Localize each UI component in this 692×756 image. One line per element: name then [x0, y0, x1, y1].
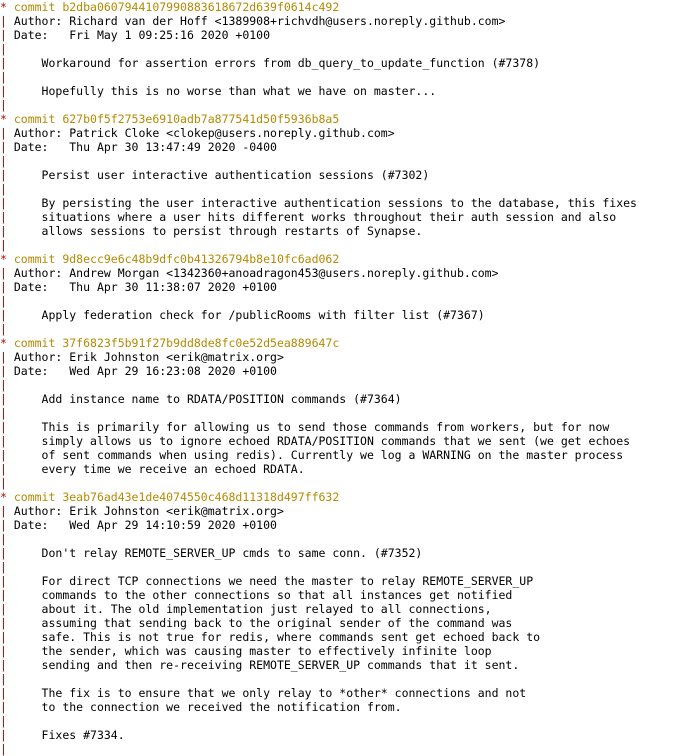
- log-text: By persisting the user interactive authentication sessions to the database, this fixes: [6, 196, 637, 210]
- commit-message-line: [0, 728, 692, 742]
- log-text: [7, 714, 14, 728]
- commit-hash-text: commit 9d8ecc9e6c48b9dfc0b41326794b8e10fc6ad062: [6, 252, 340, 266]
- graph-branch-pipe: |: [0, 574, 7, 588]
- log-text: Don't relay REMOTE_SERVER_UP cmds to same conn. (#7352): [6, 546, 423, 560]
- commit-message-line: [0, 700, 692, 714]
- log-text: Fixes #7334.: [6, 728, 125, 742]
- log-text: Hopefully this is no worse than what we have on master...: [6, 84, 437, 98]
- log-text: simply allows us to ignore echoed RDATA/POSITION commands that we sent (we get echoes: [6, 434, 631, 448]
- commit-message-line: [0, 574, 692, 588]
- graph-branch-pipe: |: [0, 266, 7, 280]
- commit-hash-text: commit 37f6823f5b91f27b9dd8de8fc0e52d5ea889647c: [6, 336, 340, 350]
- graph-commit-star: *: [0, 490, 7, 504]
- graph-branch-pipe: |: [0, 126, 7, 140]
- commit-author-line: [0, 266, 692, 280]
- log-text: Persist user interactive authentication sessions (#7302): [6, 168, 430, 182]
- blank-line: [0, 532, 692, 546]
- blank-line: [0, 378, 692, 392]
- blank-line: [0, 42, 692, 56]
- log-text: Add instance name to RDATA/POSITION commands (#7364): [6, 392, 402, 406]
- graph-branch-pipe: |: [0, 56, 7, 70]
- commit-message-line: [0, 210, 692, 224]
- graph-branch-pipe: |: [0, 714, 7, 728]
- blank-line: [0, 406, 692, 420]
- commit-message-line: [0, 616, 692, 630]
- graph-branch-pipe: |: [0, 644, 7, 658]
- log-text: [7, 560, 14, 574]
- commit-message-line: [0, 420, 692, 434]
- log-text: sending and then re-receiving REMOTE_SERVER_UP commands that it sent.: [6, 658, 520, 672]
- log-text: The fix is to ensure that we only relay to *other* connections and not: [6, 686, 527, 700]
- graph-branch-pipe: |: [0, 84, 7, 98]
- graph-branch-pipe: |: [0, 238, 7, 252]
- log-text: Date: Wed Apr 29 14:10:59 2020 +0100: [6, 518, 277, 532]
- commit-message-line: [0, 658, 692, 672]
- graph-branch-pipe: |: [0, 322, 7, 336]
- log-text: assuming that sending back to the original sender of the command was: [6, 616, 513, 630]
- graph-branch-pipe: |: [0, 210, 7, 224]
- log-text: situations where a user hits different works throughout their auth session and also: [6, 210, 617, 224]
- commit-message-line: [0, 434, 692, 448]
- log-text: [7, 476, 14, 490]
- graph-branch-pipe: |: [0, 560, 7, 574]
- graph-branch-pipe: |: [0, 378, 7, 392]
- graph-branch-pipe: |: [0, 434, 7, 448]
- log-text: [7, 294, 14, 308]
- commit-message-line: [0, 630, 692, 644]
- graph-branch-pipe: |: [0, 504, 7, 518]
- commit-message-line: [0, 602, 692, 616]
- commit-message-line: [0, 196, 692, 210]
- graph-branch-pipe: |: [0, 168, 7, 182]
- blank-line: [0, 238, 692, 252]
- log-text: Apply federation check for /publicRooms with filter list (#7367): [6, 308, 485, 322]
- blank-line: [0, 182, 692, 196]
- log-text: [7, 238, 14, 252]
- graph-branch-pipe: |: [0, 462, 7, 476]
- commit-message-line: [0, 392, 692, 406]
- commit-hash-text: commit b2dba0607944107990883618672d639f0614c492: [6, 0, 340, 14]
- blank-line: [0, 476, 692, 490]
- log-text: [7, 406, 14, 420]
- commit-hash-line: [0, 336, 692, 350]
- graph-branch-pipe: |: [0, 700, 7, 714]
- graph-commit-star: *: [0, 112, 7, 126]
- graph-branch-pipe: |: [0, 630, 7, 644]
- graph-branch-pipe: |: [0, 602, 7, 616]
- graph-branch-pipe: |: [0, 280, 7, 294]
- graph-branch-pipe: |: [0, 98, 7, 112]
- log-text: [7, 42, 14, 56]
- log-text: Date: Thu Apr 30 13:47:49 2020 -0400: [6, 140, 277, 154]
- log-text: about it. The old implementation just relayed to all connections,: [6, 602, 492, 616]
- log-text: [7, 322, 14, 336]
- commit-hash-line: [0, 0, 692, 14]
- graph-branch-pipe: |: [0, 406, 7, 420]
- graph-branch-pipe: |: [0, 742, 7, 756]
- commit-date-line: [0, 28, 692, 42]
- commit-hash-text: commit 627b0f5f2753e6910adb7a877541d50f5936b8a5: [6, 112, 340, 126]
- log-text: Author: Erik Johnston <erik@matrix.org>: [6, 504, 284, 518]
- log-text: allows sessions to persist through restarts of Synapse.: [6, 224, 423, 238]
- graph-branch-pipe: |: [0, 154, 7, 168]
- log-text: [7, 182, 14, 196]
- graph-branch-pipe: |: [0, 350, 7, 364]
- commit-hash-line: [0, 112, 692, 126]
- graph-branch-pipe: |: [0, 140, 7, 154]
- blank-line: [0, 742, 692, 756]
- commit-author-line: [0, 350, 692, 364]
- graph-branch-pipe: |: [0, 364, 7, 378]
- log-text: [7, 98, 14, 112]
- log-text: [7, 70, 14, 84]
- commit-message-line: [0, 448, 692, 462]
- log-text: the sender, which was causing master to effectively infinite loop: [6, 644, 492, 658]
- commit-message-line: [0, 644, 692, 658]
- graph-branch-pipe: |: [0, 532, 7, 546]
- commit-hash-text: commit 3eab76ad43e1de4074550c468d11318d497ff632: [6, 490, 340, 504]
- commit-author-line: [0, 126, 692, 140]
- commit-message-line: [0, 224, 692, 238]
- commit-date-line: [0, 518, 692, 532]
- commit-date-line: [0, 280, 692, 294]
- commit-hash-line: [0, 490, 692, 504]
- graph-branch-pipe: |: [0, 616, 7, 630]
- log-text: to the connection we received the notification from.: [6, 700, 402, 714]
- graph-branch-pipe: |: [0, 658, 7, 672]
- graph-branch-pipe: |: [0, 420, 7, 434]
- commit-message-line: [0, 462, 692, 476]
- graph-branch-pipe: |: [0, 392, 7, 406]
- graph-branch-pipe: |: [0, 28, 7, 42]
- log-text: This is primarily for allowing us to send those commands from workers, but for now: [6, 420, 610, 434]
- graph-branch-pipe: |: [0, 308, 7, 322]
- graph-branch-pipe: |: [0, 182, 7, 196]
- blank-line: [0, 70, 692, 84]
- graph-branch-pipe: |: [0, 588, 7, 602]
- graph-branch-pipe: |: [0, 518, 7, 532]
- graph-branch-pipe: |: [0, 476, 7, 490]
- log-text: every time we receive an echoed RDATA.: [6, 462, 305, 476]
- graph-commit-star: *: [0, 0, 7, 14]
- graph-branch-pipe: |: [0, 224, 7, 238]
- graph-branch-pipe: |: [0, 728, 7, 742]
- log-text: safe. This is not true for redis, where commands sent get echoed back to: [6, 630, 541, 644]
- commit-author-line: [0, 14, 692, 28]
- commit-hash-line: [0, 252, 692, 266]
- log-text: Author: Patrick Cloke <clokep@users.noreply.github.com>: [6, 126, 395, 140]
- graph-branch-pipe: |: [0, 294, 7, 308]
- graph-branch-pipe: |: [0, 672, 7, 686]
- log-text: [7, 742, 14, 756]
- blank-line: [0, 322, 692, 336]
- blank-line: [0, 560, 692, 574]
- graph-branch-pipe: |: [0, 14, 7, 28]
- blank-line: [0, 294, 692, 308]
- graph-branch-pipe: |: [0, 42, 7, 56]
- blank-line: [0, 154, 692, 168]
- graph-branch-pipe: |: [0, 70, 7, 84]
- log-text: of sent commands when using redis). Currently we log a WARNING on the master process: [6, 448, 624, 462]
- log-text: Author: Erik Johnston <erik@matrix.org>: [6, 350, 284, 364]
- commit-message-line: [0, 588, 692, 602]
- graph-branch-pipe: |: [0, 546, 7, 560]
- commit-message-line: [0, 546, 692, 560]
- log-text: [7, 672, 14, 686]
- graph-commit-star: *: [0, 252, 7, 266]
- commit-message-line: [0, 686, 692, 700]
- log-text: Date: Thu Apr 30 11:38:07 2020 +0100: [6, 280, 277, 294]
- commit-date-line: [0, 364, 692, 378]
- log-text: commands to the other connections so that all instances get notified: [6, 588, 513, 602]
- log-text: Date: Fri May 1 09:25:16 2020 +0100: [6, 28, 271, 42]
- log-text: For direct TCP connections we need the master to relay REMOTE_SERVER_UP: [6, 574, 534, 588]
- graph-commit-star: *: [0, 336, 7, 350]
- log-text: Workaround for assertion errors from db_query_to_update_function (#7378): [6, 56, 541, 70]
- log-text: [7, 532, 14, 546]
- commit-date-line: [0, 140, 692, 154]
- commit-message-line: [0, 168, 692, 182]
- blank-line: [0, 714, 692, 728]
- blank-line: [0, 672, 692, 686]
- graph-branch-pipe: |: [0, 448, 7, 462]
- commit-author-line: [0, 504, 692, 518]
- commit-message-line: [0, 84, 692, 98]
- graph-branch-pipe: |: [0, 196, 7, 210]
- commit-message-line: [0, 308, 692, 322]
- commit-message-line: [0, 56, 692, 70]
- graph-branch-pipe: |: [0, 686, 7, 700]
- log-text: Author: Andrew Morgan <1342360+anoadragon453@users.noreply.github.com>: [6, 266, 499, 280]
- blank-line: [0, 98, 692, 112]
- log-text: Author: Richard van der Hoff <1389908+richvdh@users.noreply.github.com>: [6, 14, 506, 28]
- log-text: Date: Wed Apr 29 16:23:08 2020 +0100: [6, 364, 277, 378]
- log-text: [7, 378, 14, 392]
- log-text: [7, 154, 14, 168]
